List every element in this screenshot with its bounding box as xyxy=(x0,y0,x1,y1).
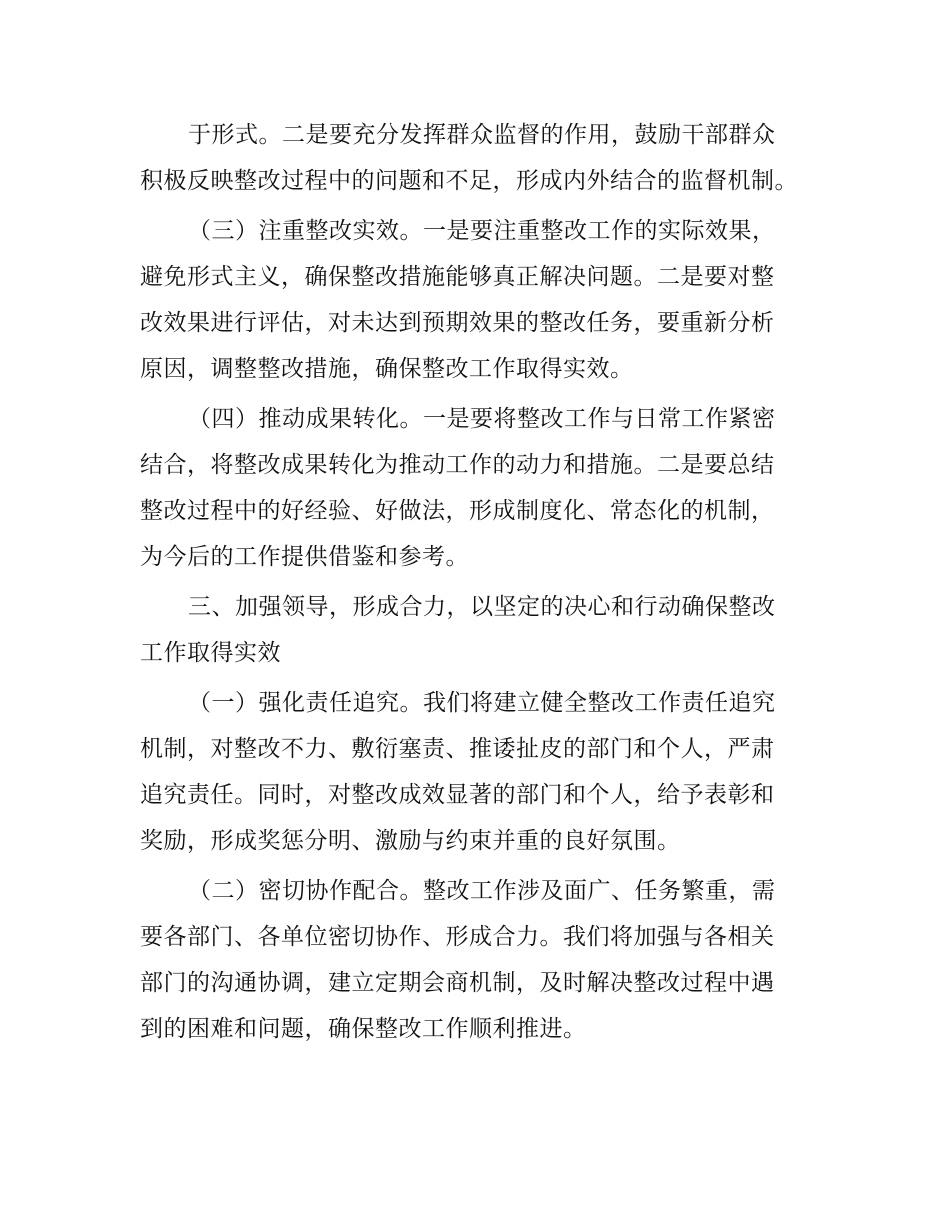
paragraph-promote-transformation xyxy=(140,396,830,580)
paragraph-line: 积极反映整改过程中的问题和不足，形成内外结合的监督机制。 xyxy=(140,168,798,194)
paragraph-line: 机制，对整改不力、敷衍塞责、推诿扯皮的部门和个人，严肃 xyxy=(140,736,775,762)
paragraph-line: 要各部门、各单位密切协作、形成合力。我们将加强与各相关 xyxy=(140,924,775,950)
paragraph-line: 避免形式主义，确保整改措施能够真正解决问题。二是要对整 xyxy=(140,264,775,290)
heading-line: 工作取得实效 xyxy=(140,640,281,666)
paragraph-line: （二）密切协作配合。整改工作涉及面广、任务繁重，需 xyxy=(188,878,776,904)
paragraph-accountability xyxy=(140,680,830,864)
paragraph-line: 整改过程中的好经验、好做法，形成制度化、常态化的机制， xyxy=(140,498,775,524)
paragraph-line: 于形式。二是要充分发挥群众监督的作用，鼓励干部群众 xyxy=(188,122,776,148)
paragraph-line: 部门的沟通协调，建立定期会商机制，及时解决整改过程中遇 xyxy=(140,970,775,996)
section-heading-three xyxy=(140,584,830,676)
paragraph-line: 到的困难和问题，确保整改工作顺利推进。 xyxy=(140,1016,587,1042)
paragraph-line: 结合，将整改成果转化为推动工作的动力和措施。二是要总结 xyxy=(140,452,775,478)
paragraph-cooperation xyxy=(140,868,830,1052)
paragraph-line: 改效果进行评估，对未达到预期效果的整改任务，要重新分析 xyxy=(140,310,775,336)
paragraph-focus-results xyxy=(140,208,830,392)
paragraph-line: （四）推动成果转化。一是要将整改工作与日常工作紧密 xyxy=(188,406,776,432)
paragraph-line: 原因，调整整改措施，确保整改工作取得实效。 xyxy=(140,356,634,382)
paragraph-line: （一）强化责任追究。我们将建立健全整改工作责任追究 xyxy=(188,690,776,716)
paragraph-line: 奖励，形成奖惩分明、激励与约束并重的良好氛围。 xyxy=(140,828,681,854)
heading-line: 三、加强领导，形成合力，以坚定的决心和行动确保整改 xyxy=(188,594,776,620)
paragraph-line: 追究责任。同时，对整改成效显著的部门和个人，给予表彰和 xyxy=(140,782,775,808)
paragraph-continuation xyxy=(140,112,830,204)
paragraph-line: （三）注重整改实效。一是要注重整改工作的实际效果， xyxy=(188,218,776,244)
document-body xyxy=(140,112,830,1056)
paragraph-line: 为今后的工作提供借鉴和参考。 xyxy=(140,544,469,570)
